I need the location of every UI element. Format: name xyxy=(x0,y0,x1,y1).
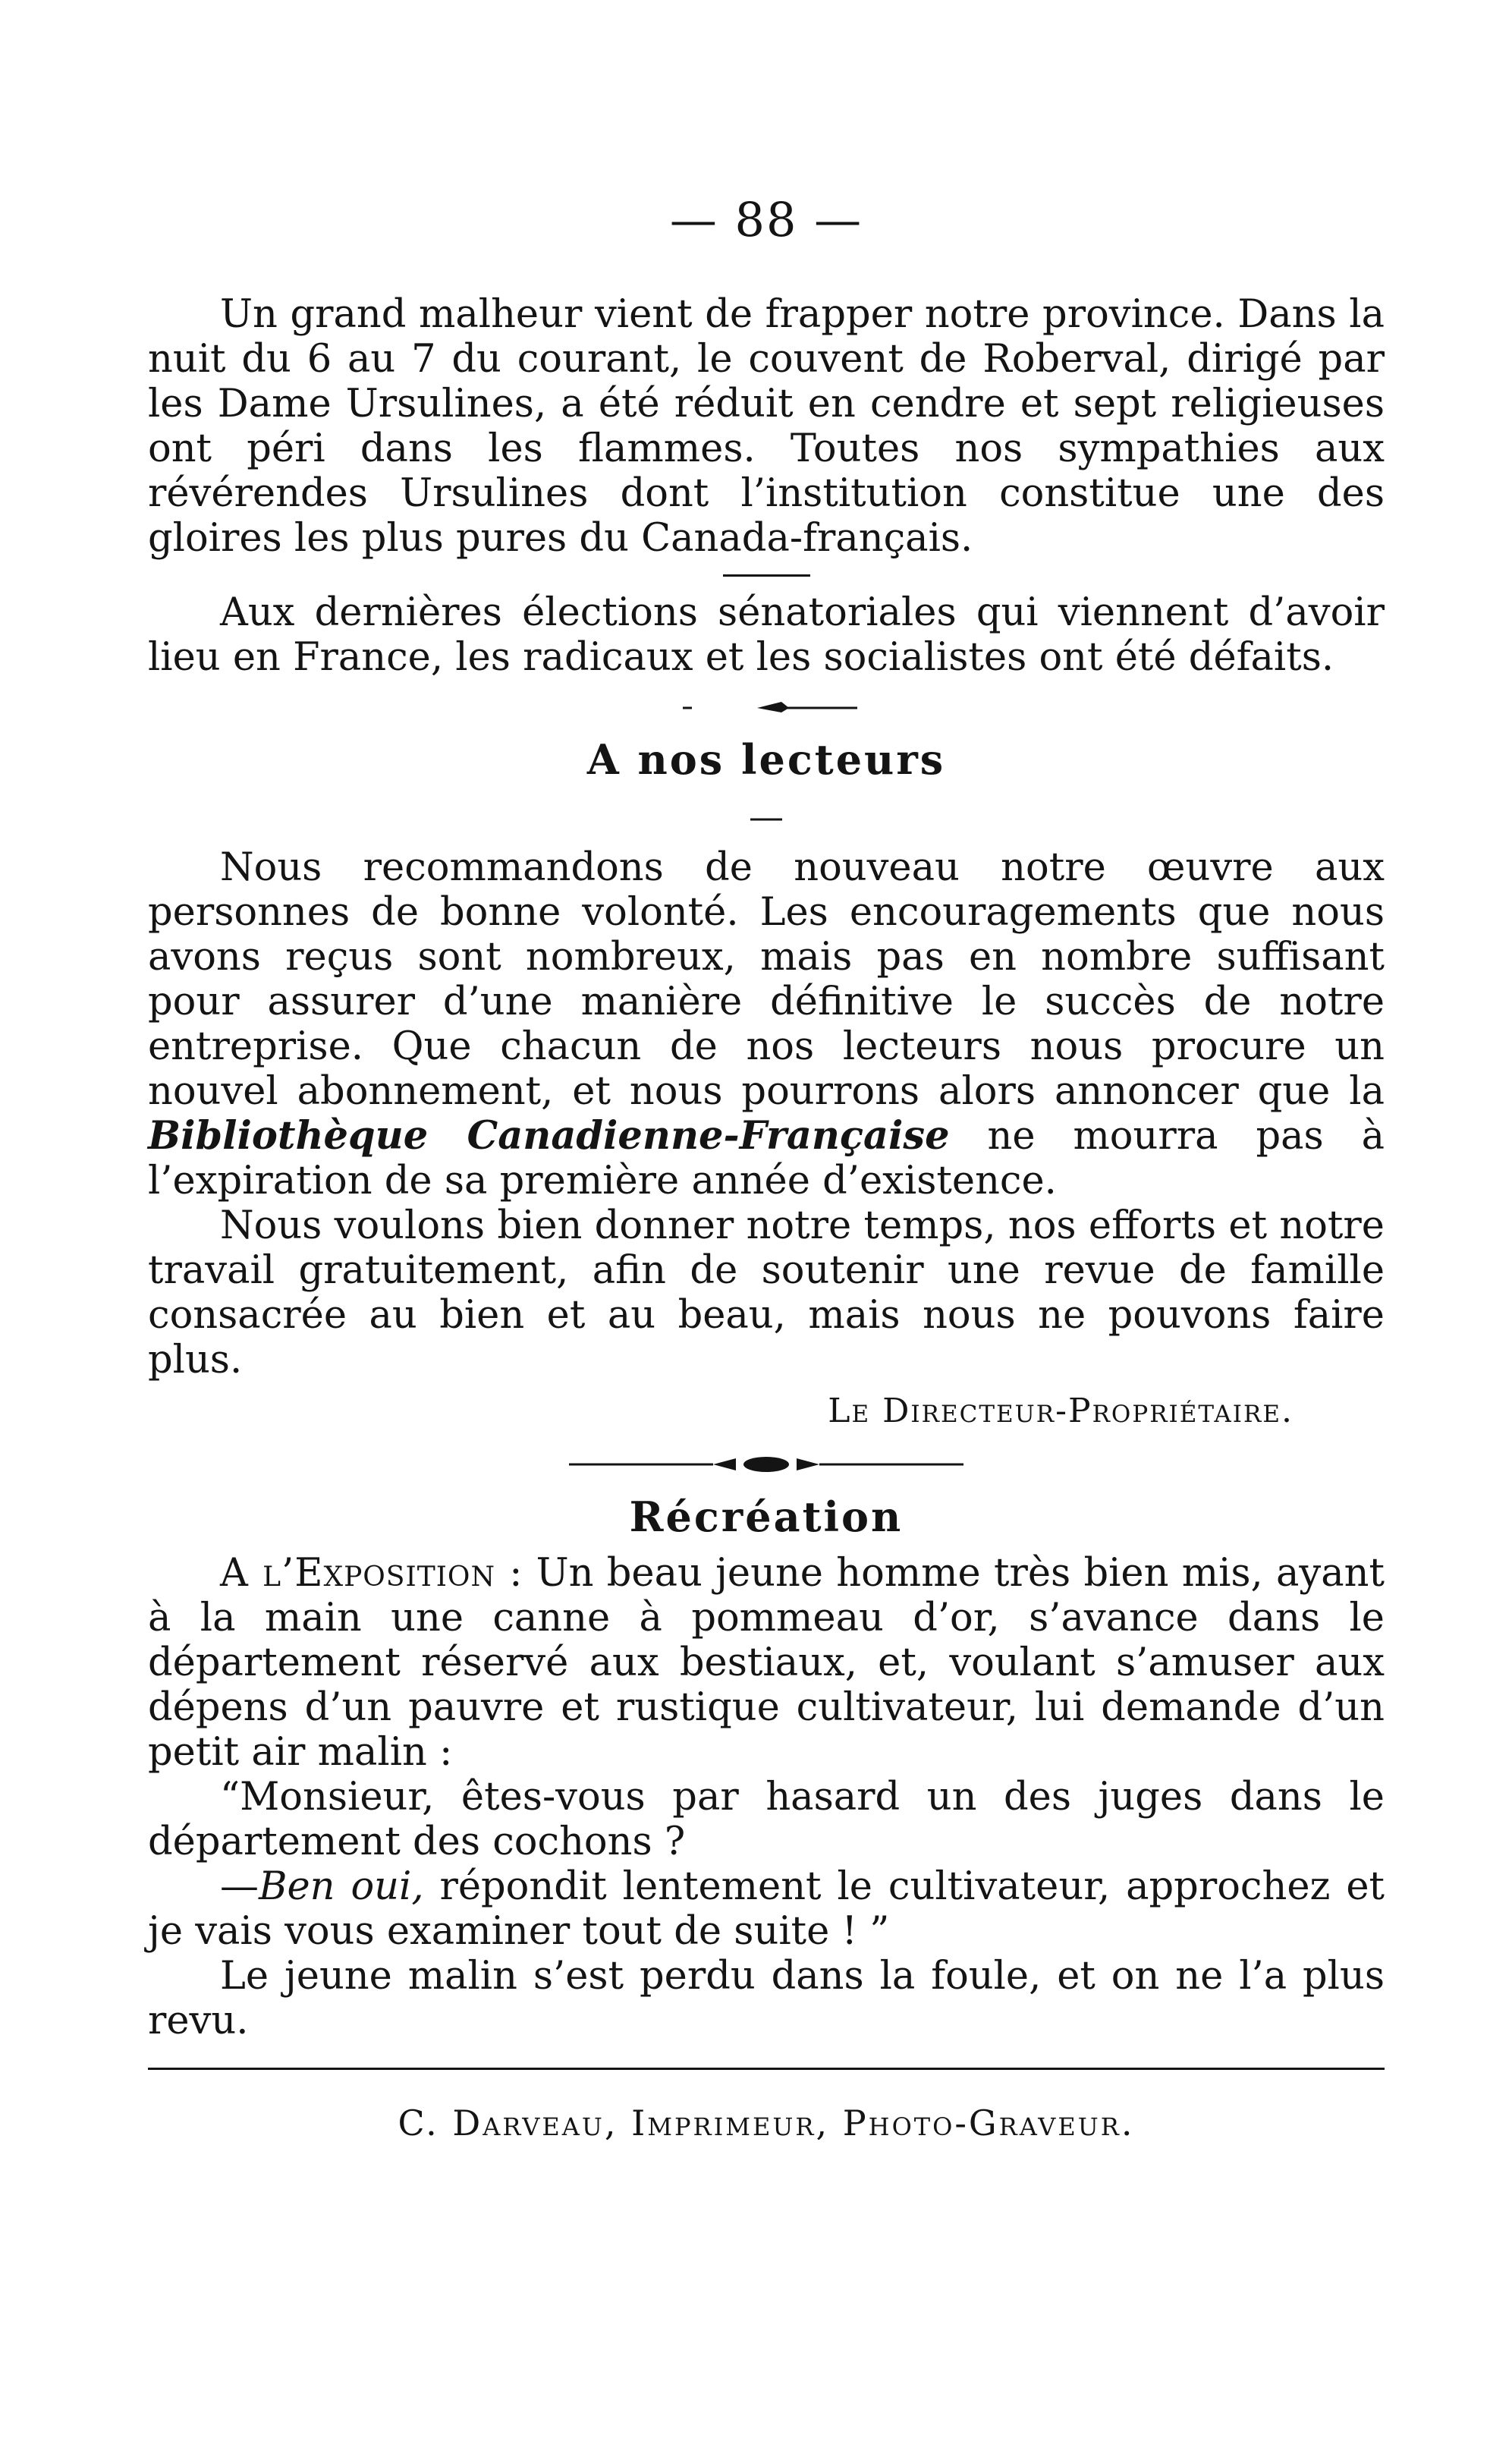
section-title-lecteurs: A nos lecteurs xyxy=(586,735,946,784)
news-paragraph-roberval: Un grand malheur vient de frapper notre province. Dans la nuit du 6 au 7 du courant, le couvent de Roberval, dirigé par les Dame Ursulines, a été réduit en cendre et sept religieuses ont péri dans les flammes. Toutes nos sympathies aux révérendes Ursulines dont l’institution constitue une des gloires les plus pures du Canada-français. xyxy=(148,292,1385,561)
ornament-flourish-icon xyxy=(561,1453,971,1476)
recreation-paragraph-2: “Monsieur, êtes-vous par hasard un des juges dans le département des cochons ? xyxy=(148,1775,1385,1864)
recreation-paragraph-3 xyxy=(148,1864,1385,1954)
ornament-dash-icon xyxy=(668,696,865,719)
recreation-paragraph-1 xyxy=(148,1551,1385,1775)
ornament-divider xyxy=(148,684,1385,730)
recreation-text-1: Un beau jeune homme très bien mis, ayant à la main une canne à pommeau d’or, s’avance dans le département réservé aux bestiaux, et, voulant s’amuser aux dépens d’un pauvre et rustique cultivateur, lui demande d’un petit air malin : xyxy=(148,1551,1385,1775)
recreation-dash: — xyxy=(220,1864,259,1909)
lecteurs-paragraph-1 xyxy=(148,845,1385,1203)
lecteurs-text-before: Nous recommandons de nouveau notre œuvre aux personnes de bonne volonté. Les encouragements que nous avons reçus sont nombreux, mais pas en nombre suffisant pour assurer d’une manière définitive le succès de notre entreprise. Que chacun de nos lecteurs nous procure un nouvel abonnement, et nous pourrons alors annoncer que la xyxy=(148,845,1385,1114)
page-number: — 88 — xyxy=(669,192,863,247)
printer-imprint: C. Darveau, Imprimeur, Photo-Graveur. xyxy=(398,2103,1135,2143)
signature: Le Directeur-Propriétaire. xyxy=(828,1392,1294,1430)
section-dash: — xyxy=(749,796,784,837)
recreation-reply: Ben oui, xyxy=(259,1864,424,1909)
news-paragraph-elections: Aux dernières élections sénatoriales qui viennent d’avoir lieu en France, les radicaux et les socialistes ont été défaits. xyxy=(148,590,1385,680)
recreation-paragraph-4: Le jeune malin s’est perdu dans la foule, et on ne l’a plus revu. xyxy=(148,1954,1385,2043)
lecteurs-text-after: ne mourra pas à l’expiration de sa première année d’existence. xyxy=(148,1114,1385,1203)
lecteurs-paragraph-2: Nous voulons bien donner notre temps, nos efforts et notre travail gratuitement, afin de soutenir une revue de famille consacrée au bien et au beau, mais nous ne pouvons faire plus. xyxy=(148,1203,1385,1382)
journal-title: Bibliothèque Canadienne-Française xyxy=(148,1113,950,1159)
book-page xyxy=(148,190,1385,2146)
ornament-divider-2 xyxy=(148,1442,1385,1487)
section-title-recreation: Récréation xyxy=(629,1492,904,1541)
recreation-lead: A l’Exposition : xyxy=(220,1551,523,1596)
recreation-text-3: répondit lentement le cultivateur, approchez et je vais vous examiner tout de suite ! ” xyxy=(148,1864,1385,1954)
separator-rule xyxy=(723,574,810,577)
footer-rule xyxy=(148,2068,1385,2070)
